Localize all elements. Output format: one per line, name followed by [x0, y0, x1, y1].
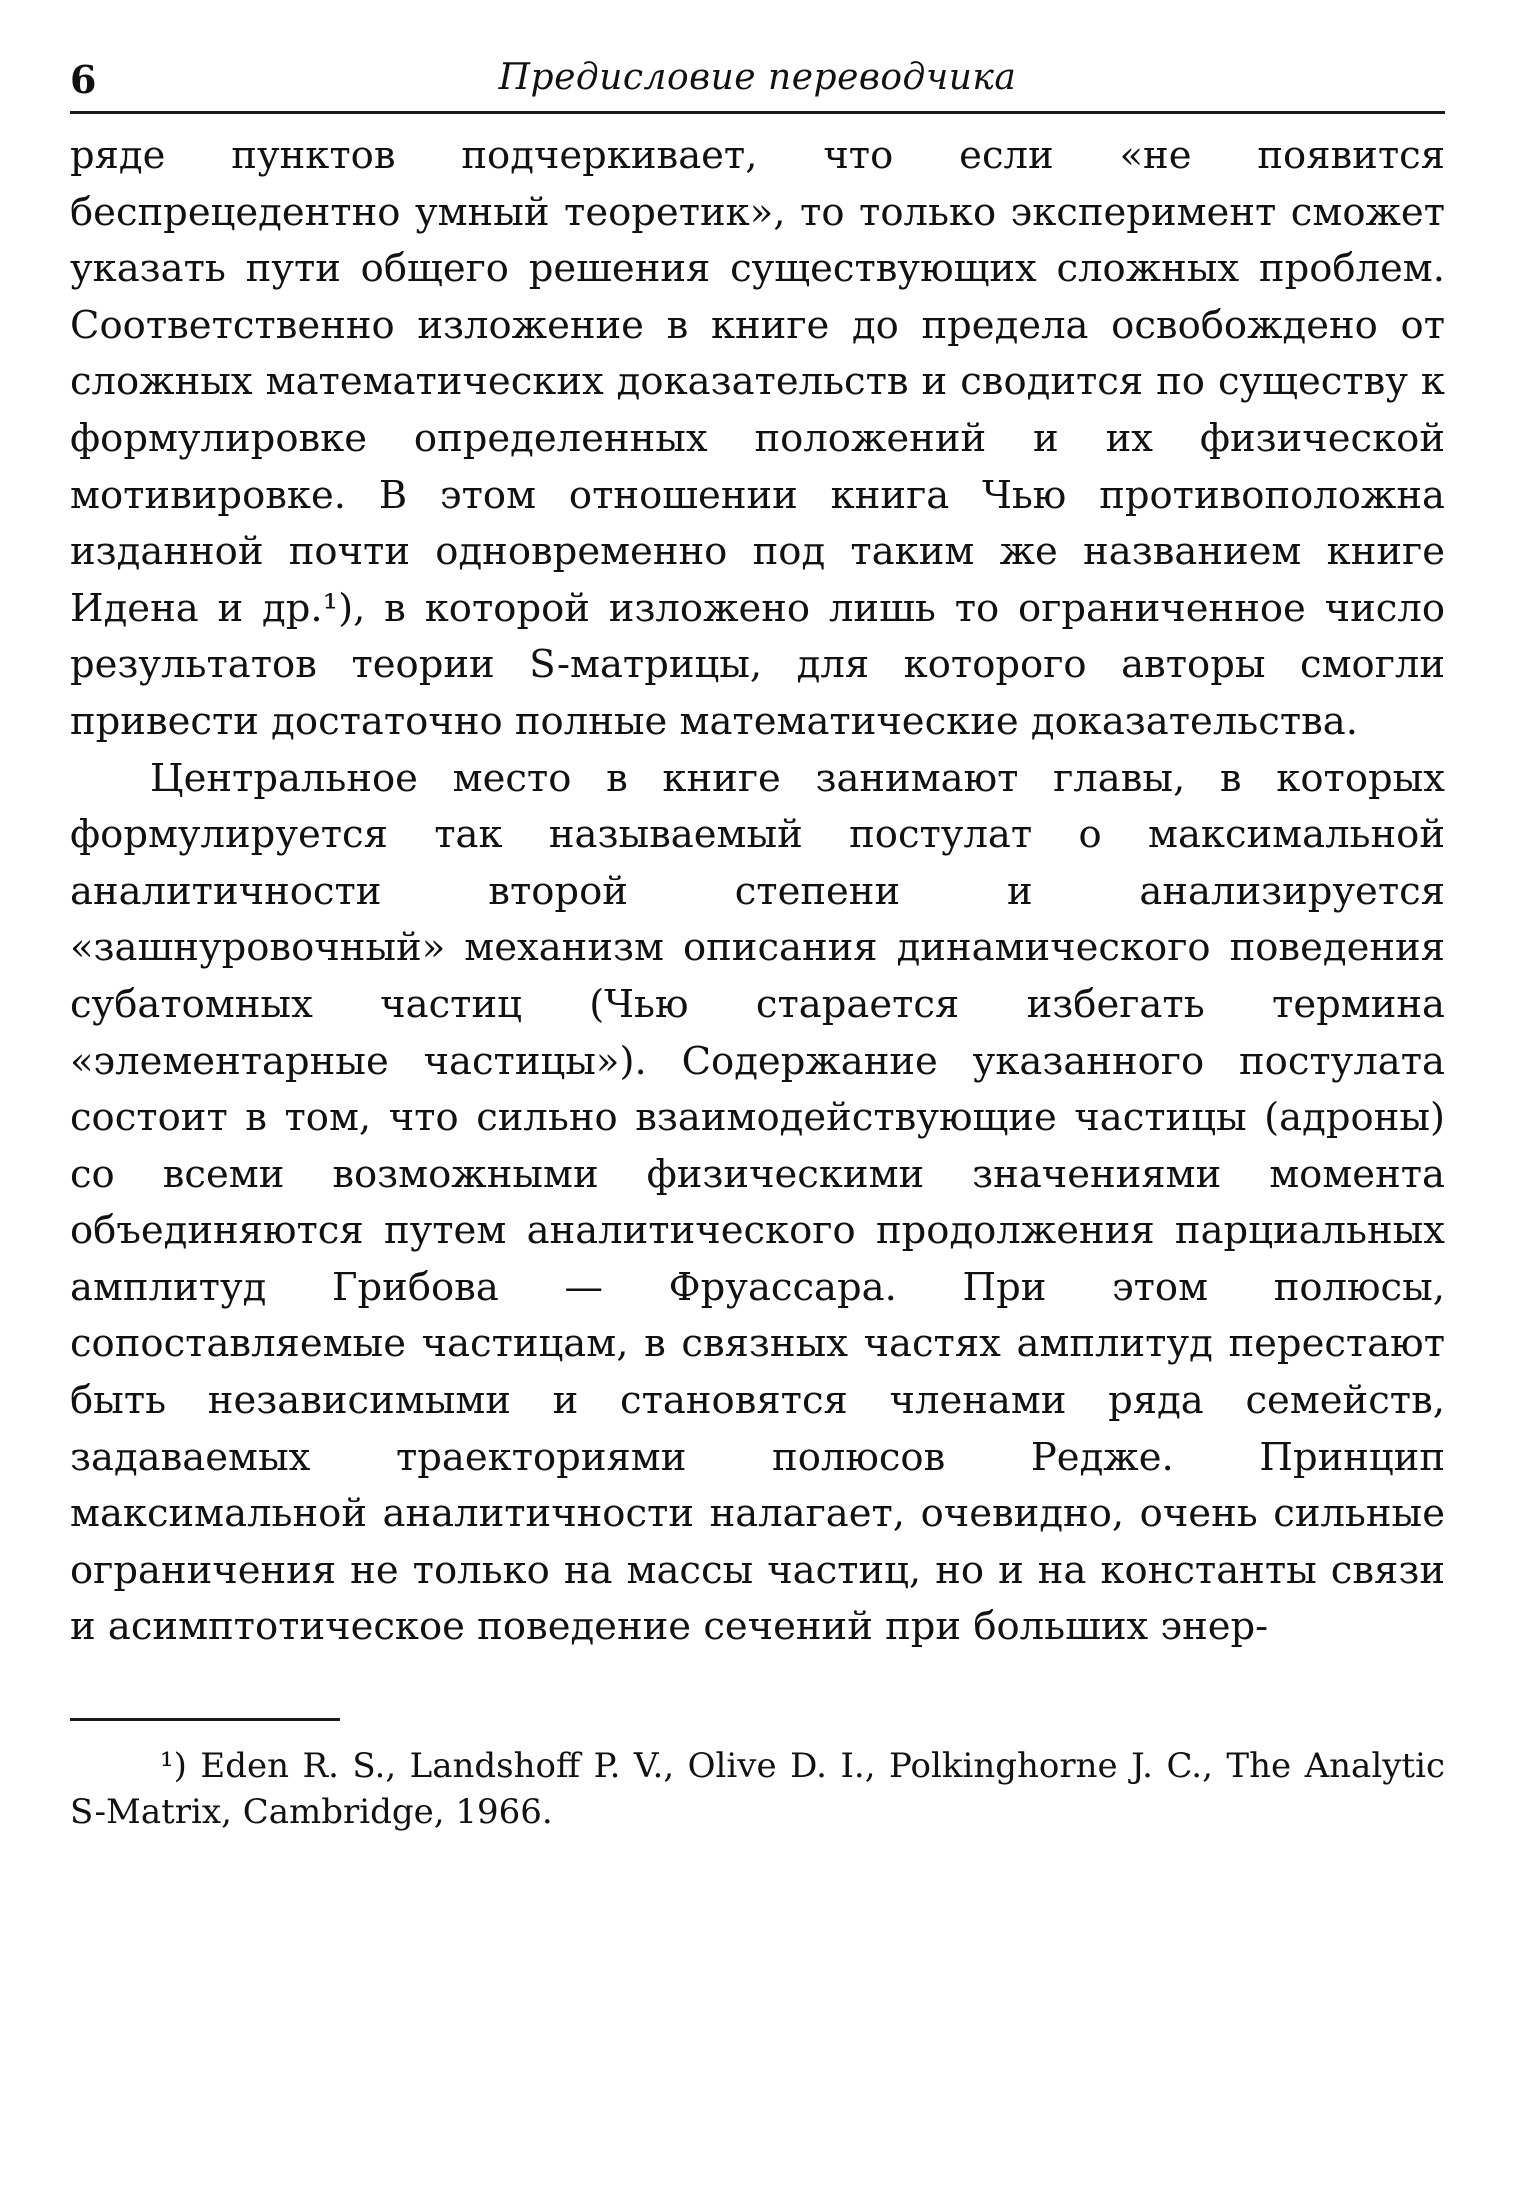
footnote-divider: [70, 1718, 340, 1721]
book-page: [70, 55, 1445, 1835]
paragraph-1: ряде пунктов подчеркивает, что если «не появится беспрецедентно умный теоретик», то только эксперимент сможет указать пути общего решения существующих сложных проблем. Соответственно изложение в книге до предела освобождено от сложных математических доказательств и сводится по существу к формулировке определенных положений и их физической мотивировке. В этом отношении книга Чью противоположна изданной почти одновременно под таким же названием книге Идена и др.¹), в которой изложено лишь то ограниченное число результатов теории S-матрицы, для которого авторы смогли привести достаточно полные математические доказательства.: [70, 133, 1445, 744]
page-header: [70, 55, 1445, 114]
running-title: Предисловие переводчика: [498, 57, 1017, 98]
paragraph-2: Центральное место в книге занимают главы, в которых формулируется так называемый постулат о максимальной аналитичности второй степени и анализируется «зашнуровочный» механизм описания динамического поведения субатомных частиц (Чью старается избегать термина «элементарные частицы»). Содержание указанного постулата состоит в том, что сильно взаимодействующие частицы (адроны) со всеми возможными физическими значениями момента объединяются путем аналитического продолжения парциальных амплитуд Грибова — Фруассара. При этом полюсы, сопоставляемые частицам, в связных частях амплитуд перестают быть независимыми и становятся членами ряда семейств, задаваемых траекториями полюсов Редже. Принцип максимальной аналитичности налагает, очевидно, очень сильные ограничения не только на массы частиц, но и на константы связи и асимптотическое поведение сечений при больших энер-: [70, 755, 1445, 1650]
footnote: ¹) Eden R. S., Landshoff P. V., Olive D. I., Polkinghorne J. C., The Analytic S-Matrix, Cambridge, 1966.: [70, 1746, 1445, 1833]
page-number: 6: [70, 57, 97, 102]
main-text: [70, 128, 1445, 1656]
